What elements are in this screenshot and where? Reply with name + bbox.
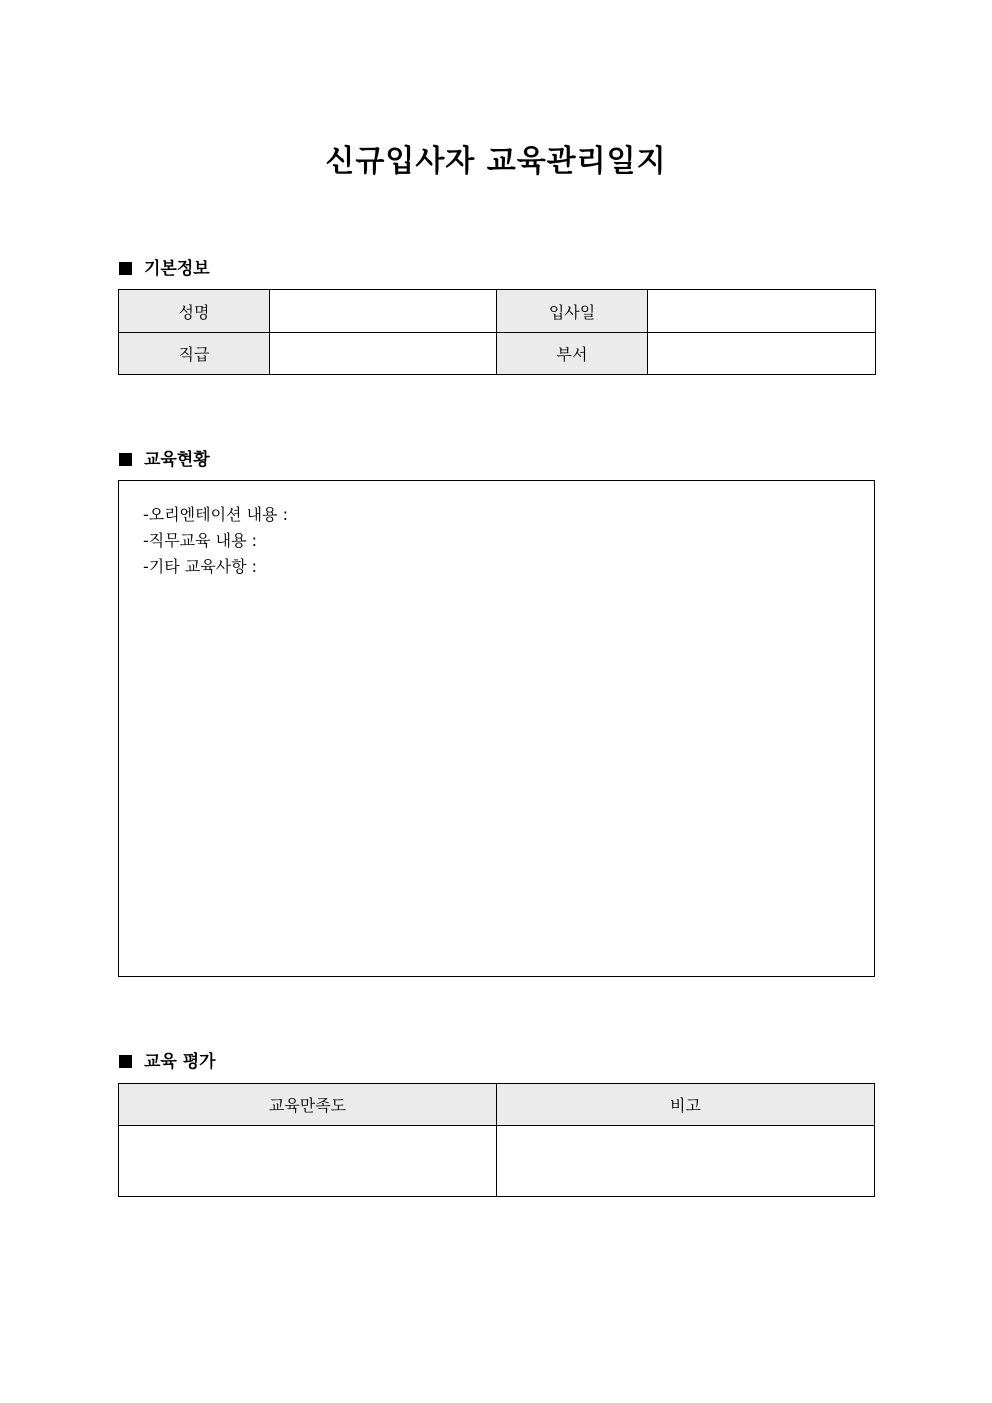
label-department: 부서 bbox=[497, 333, 648, 375]
square-bullet-icon bbox=[119, 453, 132, 466]
section-label: 기본정보 bbox=[144, 259, 210, 279]
remarks-field[interactable] bbox=[497, 1126, 875, 1197]
position-field[interactable] bbox=[270, 333, 497, 375]
square-bullet-icon bbox=[119, 262, 132, 275]
section-basic-heading bbox=[119, 254, 210, 279]
section-edu-heading bbox=[119, 445, 210, 470]
basic-info-table bbox=[118, 289, 876, 375]
header-remarks: 비고 bbox=[497, 1084, 875, 1126]
section-label: 교육현황 bbox=[144, 450, 210, 470]
label-hire-date: 입사일 bbox=[497, 290, 648, 333]
name-field[interactable] bbox=[270, 290, 497, 333]
square-bullet-icon bbox=[119, 1055, 132, 1068]
section-eval-heading bbox=[119, 1047, 216, 1072]
section-label: 교육 평가 bbox=[144, 1052, 216, 1072]
header-satisfaction: 교육만족도 bbox=[119, 1084, 497, 1126]
department-field[interactable] bbox=[648, 333, 876, 375]
page-title: 신규입사자 교육관리일지 bbox=[325, 144, 667, 179]
eval-table bbox=[118, 1083, 875, 1197]
hire-date-field[interactable] bbox=[648, 290, 876, 333]
other-training-line: -기타 교육사항 : bbox=[143, 557, 258, 576]
edu-status-box[interactable] bbox=[118, 480, 875, 977]
label-position: 직급 bbox=[119, 333, 270, 375]
satisfaction-field[interactable] bbox=[119, 1126, 497, 1197]
orientation-line: -오리엔테이션 내용 : bbox=[143, 505, 288, 524]
job-training-line: -직무교육 내용 : bbox=[143, 531, 258, 550]
label-name: 성명 bbox=[119, 290, 270, 333]
